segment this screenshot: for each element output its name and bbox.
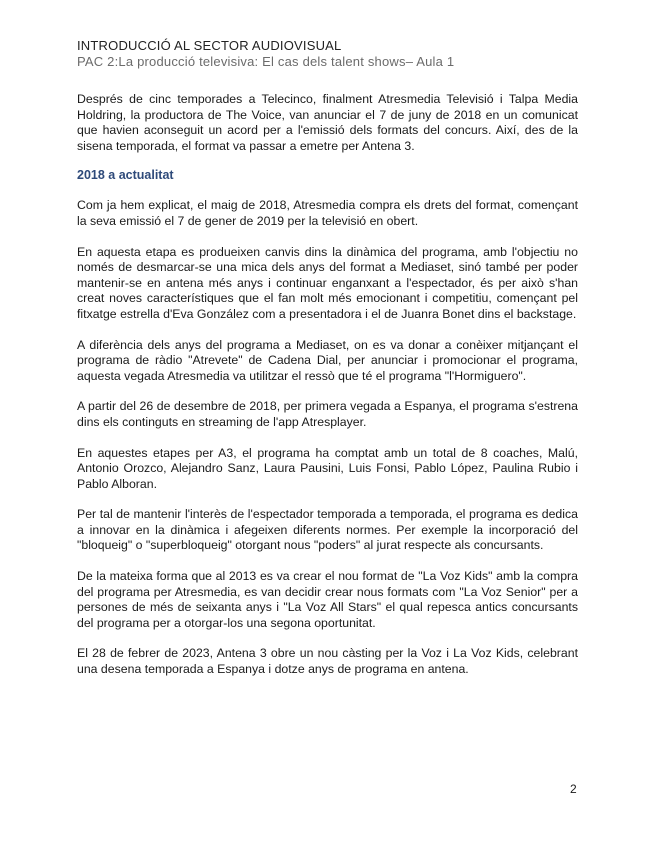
document-title: INTRODUCCIÓ AL SECTOR AUDIOVISUAL — [77, 38, 342, 53]
document-body — [77, 92, 578, 693]
page-number: 2 — [570, 782, 577, 796]
body-paragraph: A partir del 26 de desembre de 2018, per primera vegada a Espanya, el programa s'estrena dins els continguts en streaming de l'app Atresplayer. — [77, 399, 578, 429]
body-paragraph: Per tal de mantenir l'interès de l'espectador temporada a temporada, el programa es dedica a innovar en la dinàmica i afegeixen diferents normes. Per exemple la incorporació del "bloqueig" o "superbloqueig" otorgant nous "poders" al jurat respecte als concursants. — [77, 507, 578, 553]
intro-paragraph: Després de cinc temporades a Telecinco, finalment Atresmedia Televisió i Talpa Media Holdring, la productora de The Voice, van anunciar el 7 de juny de 2018 en un comunicat que havien aconseguit un acord per a l'emissió dels formats del concurs. Així, des de la sisena temporada, el format va passar a emetre per Antena 3. — [77, 92, 578, 153]
body-paragraph: De la mateixa forma que al 2013 es va crear el nou format de "La Voz Kids" amb la compra del programa per Atresmedia, es van decidir crear nous formats com "La Voz Senior" per a persones de més de seixanta anys i "La Voz All Stars" el qual repesca antics concursants del programa per a otorgar-los una segona oportunitat. — [77, 569, 578, 630]
section-heading: 2018 a actualitat — [77, 168, 174, 183]
body-paragraph: Com ja hem explicat, el maig de 2018, Atresmedia compra els drets del format, començant la seva emissió el 7 de gener de 2019 per la televisió en obert. — [77, 198, 578, 228]
body-paragraph: En aquestes etapes per A3, el programa ha comptat amb un total de 8 coaches, Malú, Antonio Orozco, Alejandro Sanz, Laura Pausini, Luis Fonsi, Pablo López, Paulina Rubio i Pablo Alboran. — [77, 445, 578, 491]
page-header — [77, 38, 577, 70]
document-subtitle: PAC 2:La producció televisiva: El cas dels talent shows– Aula 1 — [77, 54, 455, 69]
body-paragraph: En aquesta etapa es produeixen canvis dins la dinàmica del programa, amb l'objectiu no només de desmarcar-se una mica dels anys del format a Mediaset, sinó també per poder mantenir-se en antena més anys i continuar enganxant a l'espectador, és per això s'han creat noves característiques que el fan molt més emocionant i competitiu, començant pel fitxatge estrella d'Eva González com a presentadora i el de Juanra Bonet dins el backstage. — [77, 244, 578, 321]
body-paragraph: A diferència dels anys del programa a Mediaset, on es va donar a conèixer mitjançant el programa de ràdio "Atrevete" de Cadena Dial, per anunciar i promocionar el programa, aquesta vegada Atresmedia va utilitzar el ressò que té el programa "l'Hormiguero". — [77, 337, 578, 383]
body-paragraph: El 28 de febrer de 2023, Antena 3 obre un nou càsting per la Voz i La Voz Kids, celebrant una desena temporada a Espanya i dotze anys de programa en antena. — [77, 646, 578, 677]
